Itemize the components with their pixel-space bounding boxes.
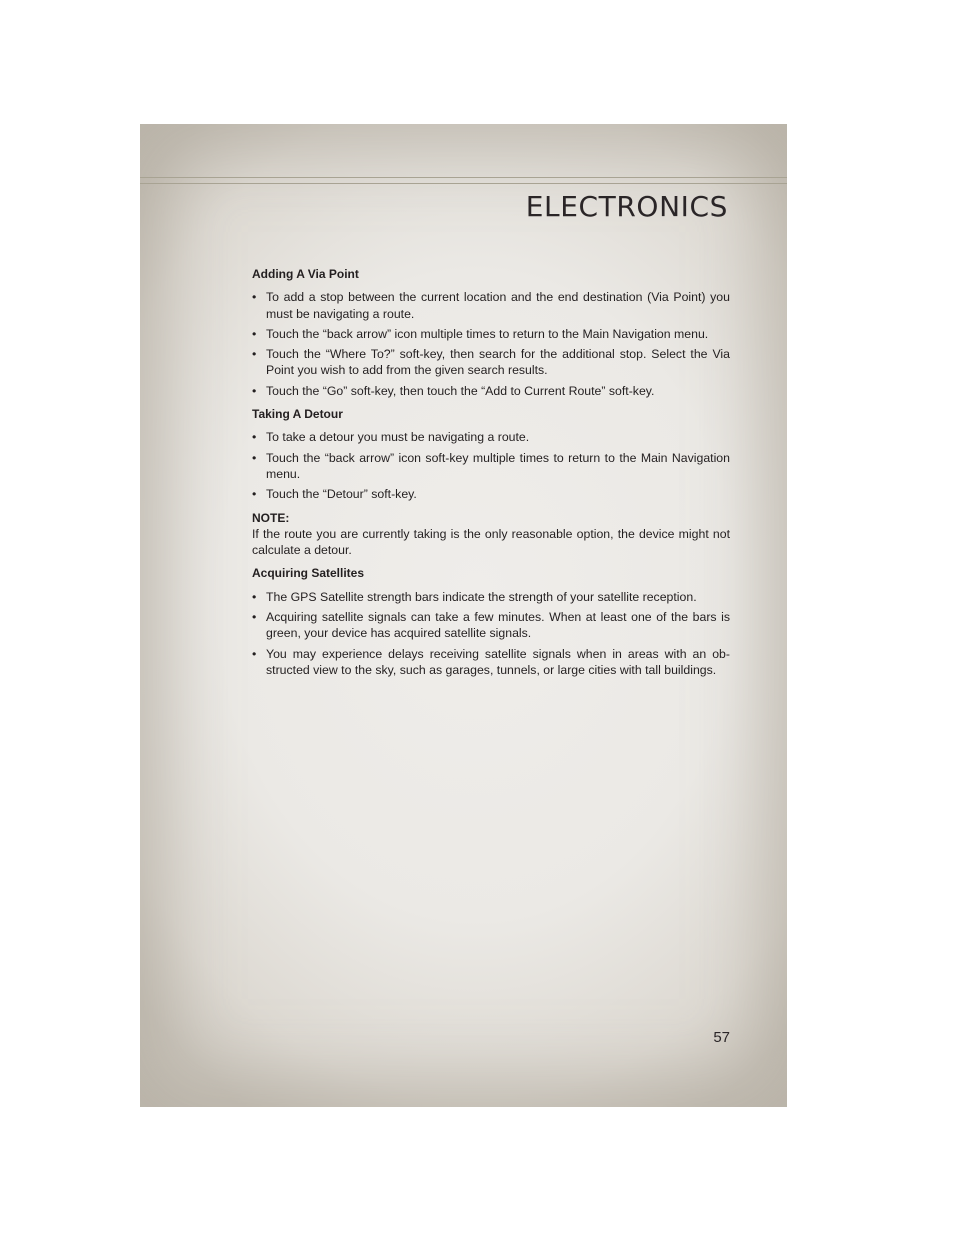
list-item-text: Acquiring satellite signals can take a few minutes. When at least one of the bars is green, your device has acquired satellite signals. <box>266 610 730 641</box>
list-item-text: Touch the “back arrow” icon multiple times to return to the Main Navigation menu. <box>266 326 709 341</box>
list-item <box>252 450 730 483</box>
via-point-list <box>252 289 730 399</box>
header-rule-top <box>140 177 787 178</box>
bullet-icon: • <box>252 326 257 341</box>
list-item <box>252 646 730 679</box>
list-item-text: The GPS Satellite strength bars indicate the strength of your satellite reception. <box>266 589 697 604</box>
bullet-icon: • <box>252 290 257 305</box>
bullet-icon: • <box>252 450 257 465</box>
list-item <box>252 429 730 445</box>
list-item <box>252 346 730 379</box>
bullet-icon: • <box>252 646 257 661</box>
detour-heading: Taking A Detour <box>252 407 343 422</box>
list-item <box>252 589 730 605</box>
bullet-icon: • <box>252 347 257 362</box>
detour-list <box>252 429 730 502</box>
note-text: If the route you are currently taking is the only reasonable option, the device might not calculate a detour. <box>252 526 730 558</box>
page-panel <box>140 124 787 1107</box>
page-content <box>252 266 730 685</box>
list-item <box>252 383 730 399</box>
list-item-text: Touch the “Where To?” soft-key, then search for the additional stop. Select the Via Point you wish to add from the given search results. <box>266 347 730 378</box>
satellites-list <box>252 589 730 678</box>
note-label: NOTE: <box>252 510 290 525</box>
via-point-heading: Adding A Via Point <box>252 267 359 281</box>
satellites-heading: Acquiring Satellites <box>252 566 365 581</box>
header-rule-bottom <box>140 183 787 184</box>
list-item-text: To add a stop between the current location and the end destination (Via Point) you must be navigating a route. <box>266 290 730 321</box>
bullet-icon: • <box>252 610 257 625</box>
list-item-text: Touch the “Go” soft-key, then touch the “Add to Current Route” soft-key. <box>266 383 655 398</box>
list-item-text: You may experience delays receiving satellite signals when in areas with an ob-structed view to the sky, such as garages, tunnels, or large cities with tall buildings. <box>266 646 730 677</box>
list-item <box>252 326 730 342</box>
list-item-text: Touch the “back arrow” icon soft-key multiple times to return to the Main Navigation menu. <box>266 450 730 481</box>
bullet-icon: • <box>252 383 257 398</box>
page-number: 57 <box>713 1029 730 1046</box>
list-item <box>252 609 730 642</box>
list-item <box>252 486 730 502</box>
list-item <box>252 289 730 322</box>
list-item-text: Touch the “Detour” soft-key. <box>266 487 417 502</box>
section-title: ELECTRONICS <box>525 190 728 223</box>
list-item-text: To take a detour you must be navigating a route. <box>266 430 530 445</box>
bullet-icon: • <box>252 589 257 604</box>
bullet-icon: • <box>252 487 257 502</box>
bullet-icon: • <box>252 430 257 445</box>
